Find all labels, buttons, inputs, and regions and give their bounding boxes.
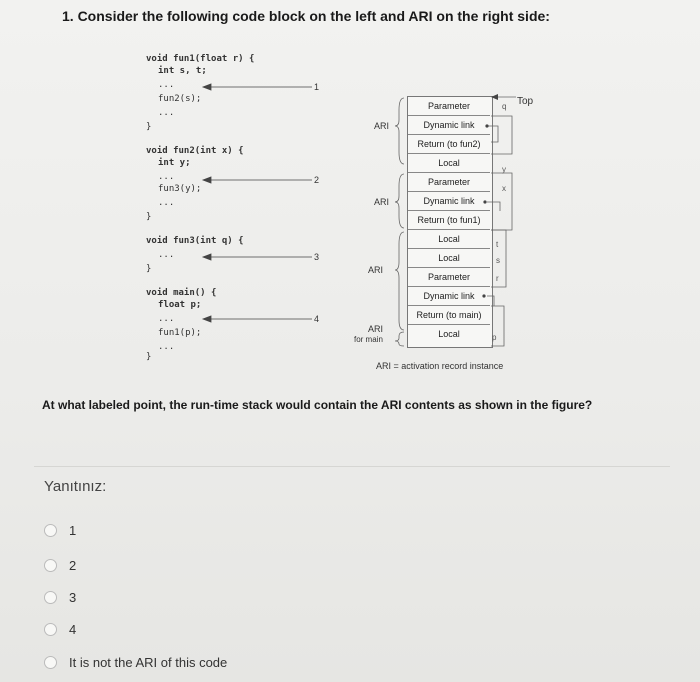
radio-button[interactable] [44,656,57,669]
dynamic-link-dot-1 [485,124,488,127]
ari-frame-2 [491,173,512,230]
side-label-p: p [492,333,497,342]
ari-label: ARI [374,121,390,131]
answer-option-label: 1 [69,522,77,538]
top-label: Top [517,96,534,107]
code-main-dots: ... [158,314,175,324]
side-label-x: x [502,184,506,193]
answer-option-2[interactable] [44,556,76,574]
side-label-t: t [496,240,499,249]
code-fun3-dots: ... [158,250,175,260]
answer-option-label: 3 [69,589,77,605]
side-label-q: q [502,102,507,111]
code-fun1-decl: int s, t; [158,66,207,76]
answer-option-3[interactable] [44,588,76,606]
code-fun1-dots: ... [158,108,175,118]
question-prompt: At what labeled point, the run-time stack would contain the ARI contents as shown in the figure? [42,398,593,412]
ari-cell-return: Return (to fun1) [408,211,490,230]
code-main-call: fun1(p); [158,328,202,338]
radio-button[interactable] [44,623,57,636]
code-fun1-close: } [146,122,152,132]
code-fun1-call: fun2(s); [158,94,202,104]
ari-brace-1 [395,98,404,164]
ari-cell-local: Local [438,329,460,339]
ari-cell-parameter: Parameter [408,97,490,116]
ari-legend: ARI = activation record instance [376,361,504,371]
point-label-3: 3 [314,252,320,262]
ari-cell-return: Return (to fun2) [408,135,490,154]
point-label-4: 4 [314,314,320,324]
code-fun1-dots: ... [158,80,175,90]
code-fun2-decl: int y; [158,158,191,168]
dynamic-link-arrow-2 [487,202,500,211]
code-fun2-dots: ... [158,198,175,208]
ari-label: ARI [374,197,390,207]
top-arrowhead [491,94,498,100]
side-label-s: s [496,256,500,265]
dynamic-link-dot-3 [482,294,485,297]
ari-main-label: ARI [368,324,384,334]
question-title: 1. Consider the following code block on the left and ARI on the right side: [62,8,550,24]
dynamic-link-dot-2 [483,200,486,203]
ari-cell-parameter: Parameter [408,173,490,192]
radio-button[interactable] [44,559,57,572]
ari-cell-local: Local [408,249,490,268]
point-label-2: 2 [314,175,320,185]
point-label-1: 1 [314,82,320,92]
ari-label: ARI [368,265,384,275]
side-label-r: r [496,274,499,283]
answer-option-not-ari[interactable] [44,653,227,671]
code-fun2-close: } [146,212,152,222]
answer-option-4[interactable] [44,620,76,638]
ari-cell-return: Return (to main) [408,306,490,325]
code-fun2-header: void fun2(int x) { [146,146,244,156]
code-main-dots: ... [158,342,175,352]
radio-button[interactable] [44,524,57,537]
ari-frame-4 [491,306,504,346]
divider [34,466,670,467]
ari-frame-1 [491,116,512,154]
code-fun2-dots: ... [158,172,175,182]
side-label-y: y [502,165,506,174]
code-main-decl: float p; [158,300,202,310]
code-main-close: } [146,352,152,362]
ari-cell-dynamic-link: Dynamic link [408,116,490,135]
code-fun3-close: } [146,264,152,274]
radio-button[interactable] [44,591,57,604]
ari-cell-local: Local [408,154,490,173]
ari-cell-parameter: Parameter [408,268,490,287]
answer-option-label: 2 [69,557,77,573]
dynamic-link-arrow-3 [487,296,494,306]
code-fun2-call: fun3(y); [158,184,202,194]
code-main-header: void main() { [146,288,217,298]
dynamic-link-arrow-1 [487,126,498,142]
ari-brace-3 [395,232,404,330]
answer-option-label: It is not the ARI of this code [69,654,228,670]
ari-main-label-for-main: for main [354,335,383,344]
ari-frame-3 [491,230,506,287]
code-fun3-header: void fun3(int q) { [146,236,244,246]
code-fun1-header: void fun1(float r) { [146,54,255,64]
answer-option-label: 4 [69,621,77,637]
ari-brace-2 [395,174,404,228]
ari-brace-4 [395,332,404,346]
answer-label: Yanıtınız: [44,478,107,495]
ari-cell-local: Local [408,230,490,249]
ari-cell-dynamic-link: Dynamic link [408,287,490,306]
answer-option-1[interactable] [44,521,76,539]
ari-cell-dynamic-link: Dynamic link [408,192,490,211]
